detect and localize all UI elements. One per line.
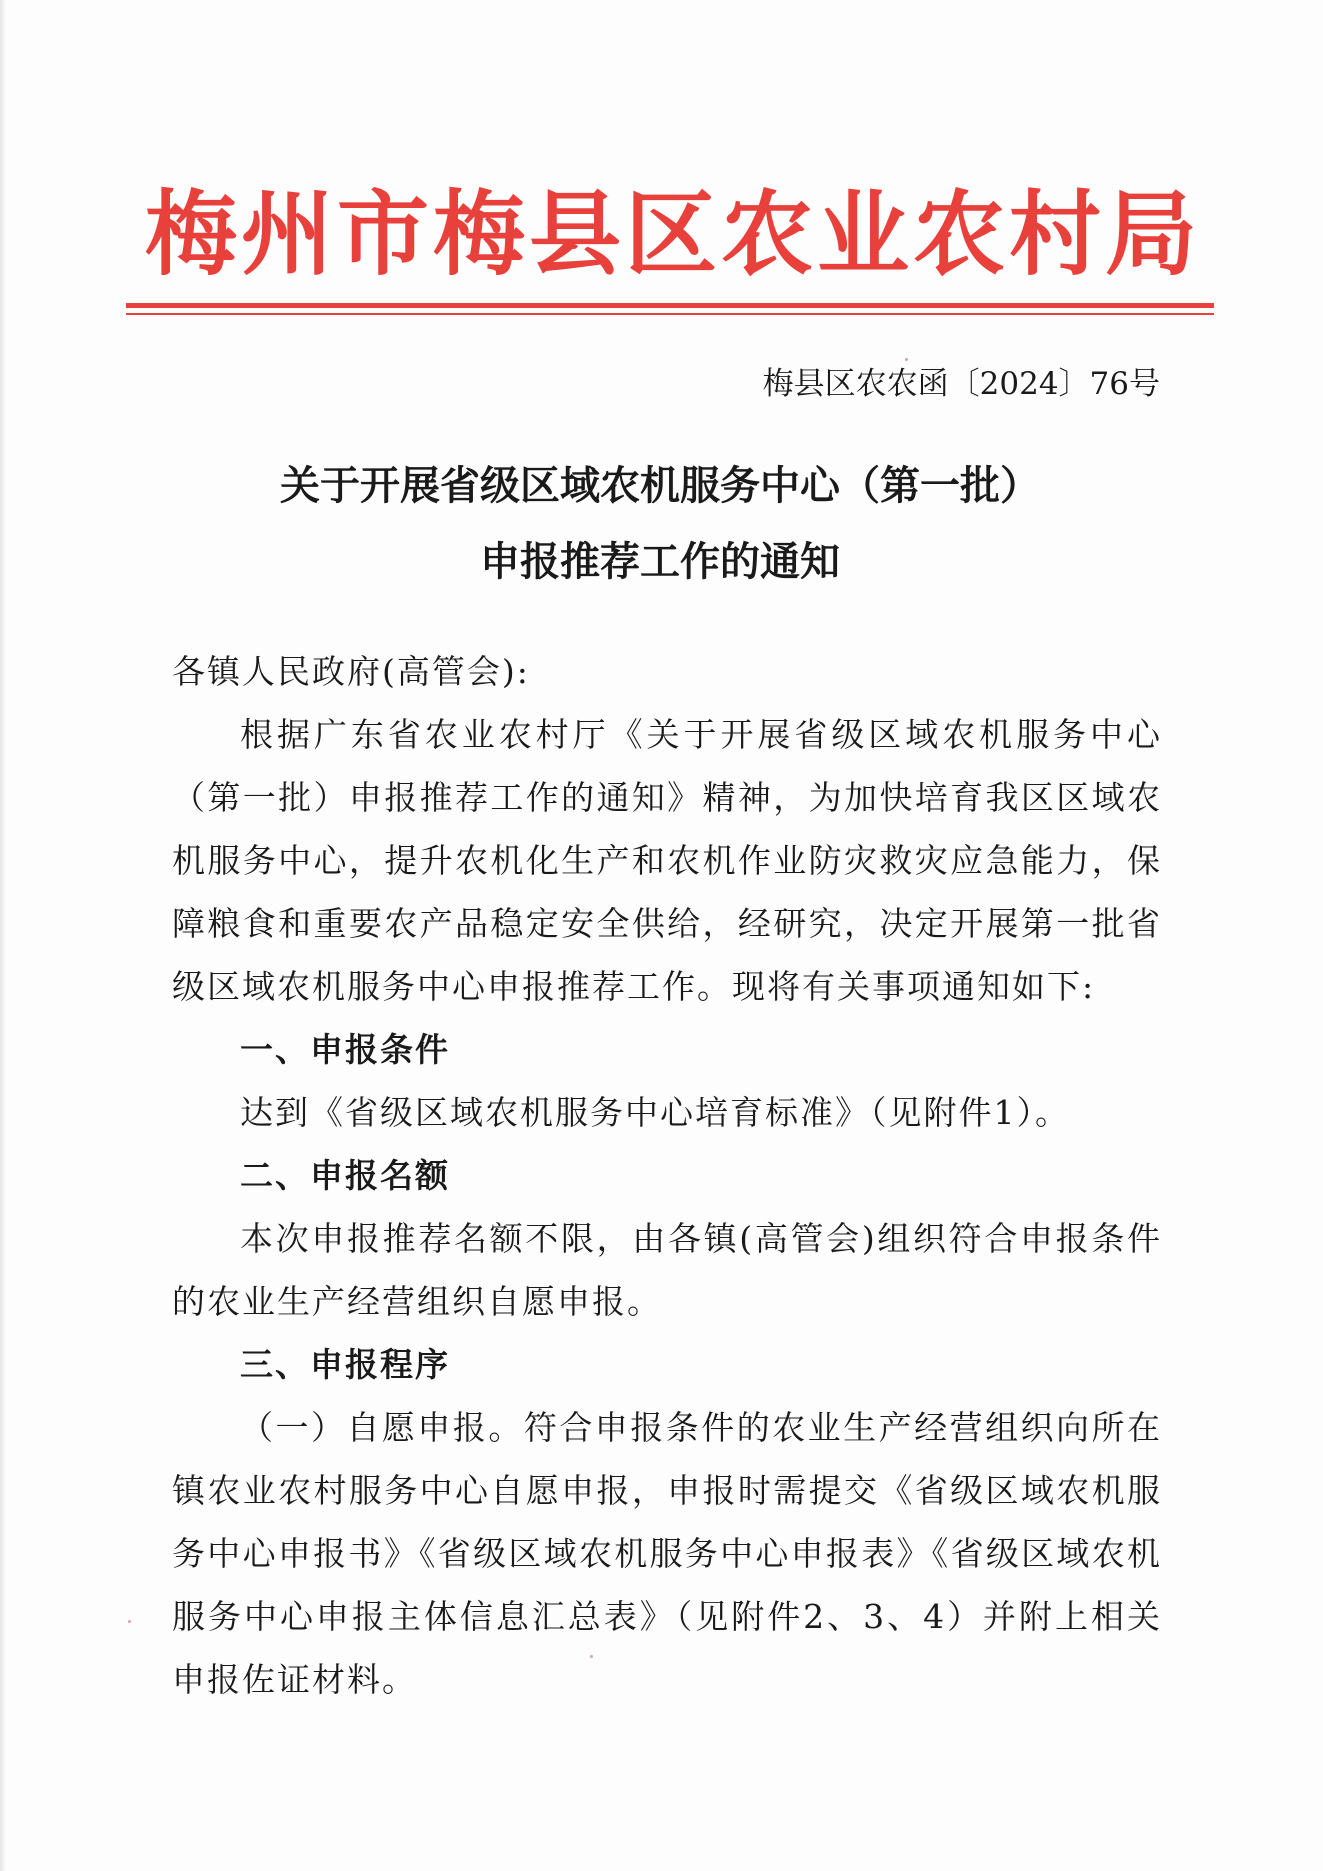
scan-speck	[905, 358, 908, 361]
section-3-text: （一）自愿申报。符合申报条件的农业生产经营组织向所在镇农业农村服务中心自愿申报，申报时需提交《省级区域农机服务中心申报书》《省级区域农机服务中心申报表》《省级区域农机服务中心申报主体信息汇总表》（见附件2、3、4）并附上相关申报佐证材料。	[172, 1408, 1162, 1699]
section-1-text: 达到《省级区域农机服务中心培育标准》（见附件1）。	[240, 1093, 1070, 1132]
document-body	[172, 640, 1162, 1711]
document-number: 梅县区农农函〔2024〕76号	[762, 366, 1160, 402]
scan-speck	[590, 1655, 593, 1658]
letterhead-red-rule-thin	[126, 313, 1214, 315]
salutation: 各镇人民政府(高管会):	[172, 652, 530, 691]
document-title-line-2: 申报推荐工作的通知	[480, 539, 840, 585]
scan-edge-shadow	[0, 0, 6, 1871]
scan-speck	[128, 1620, 131, 1623]
document-title-line-1: 关于开展省级区域农机服务中心（第一批）	[280, 463, 1040, 509]
section-2-text: 本次申报推荐名额不限，由各镇(高管会)组织符合申报条件的农业生产经营组织自愿申报。	[172, 1219, 1162, 1321]
intro-paragraph: 根据广东省农业农村厅《关于开展省级区域农机服务中心（第一批）申报推荐工作的通知》精神，为加快培育我区区域农机服务中心，提升农机化生产和农机作业防灾救灾应急能力，保障粮食和重要农产品稳定安全供给，经研究，决定开展第一批省级区域农机服务中心申报推荐工作。现将有关事项通知如下:	[172, 715, 1162, 1006]
section-1-heading: 一、申报条件	[240, 1030, 450, 1069]
letterhead-agency-name: 梅州市梅县区农业农村局	[145, 181, 1202, 288]
section-2-heading: 二、申报名额	[240, 1156, 450, 1195]
letterhead-red-rule-thick	[126, 303, 1214, 308]
section-3-heading: 三、申报程序	[240, 1345, 450, 1384]
document-title	[140, 448, 1180, 600]
